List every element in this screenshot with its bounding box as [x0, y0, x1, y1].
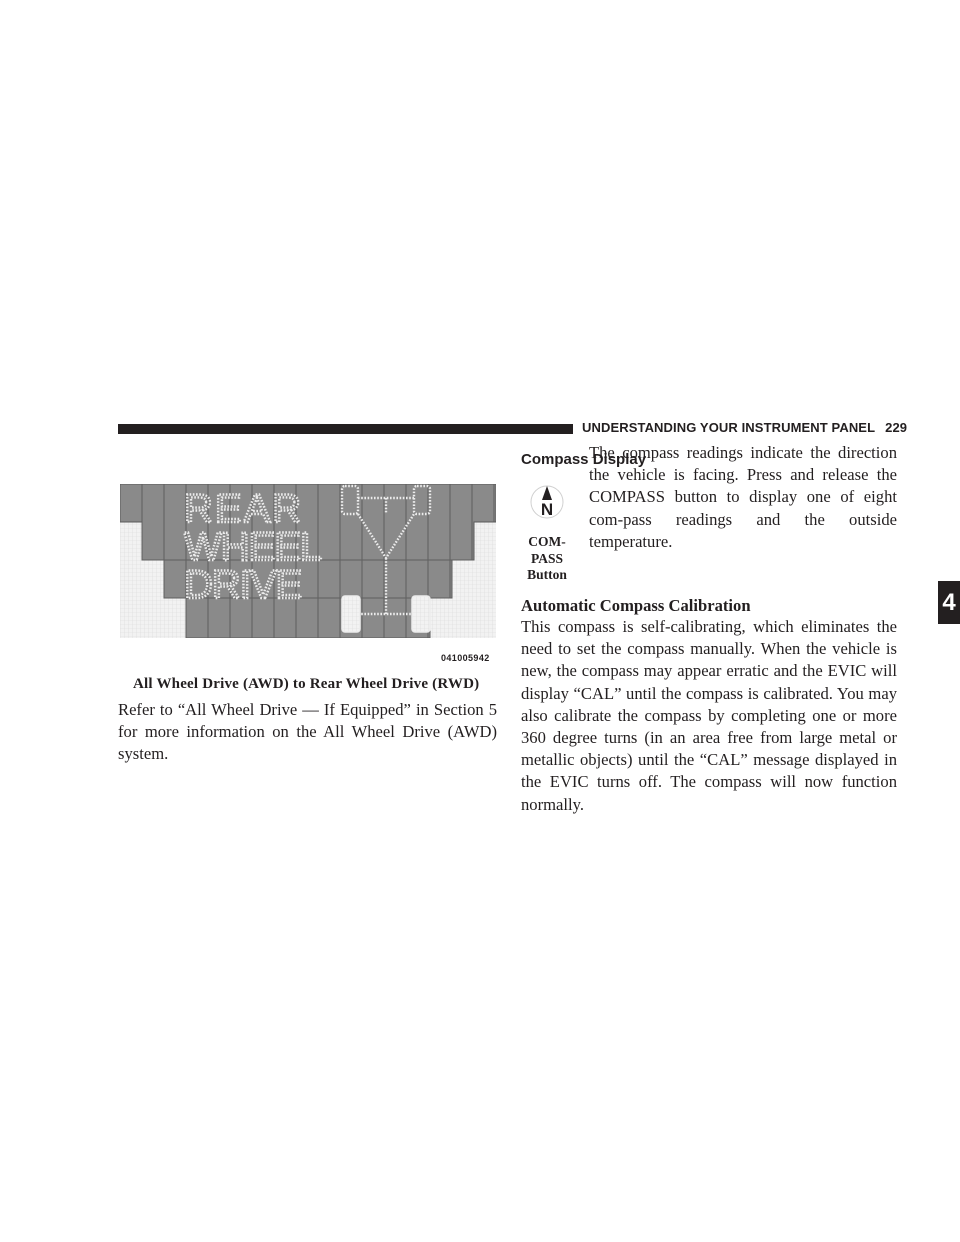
compass-letter: N [540, 500, 554, 519]
display-line-2: WHEEL [184, 525, 322, 569]
figure-code: 041005942 [441, 653, 490, 663]
header-rule [118, 424, 573, 434]
calibration-paragraph: This compass is self-calibrating, which eliminates the need to set the compass manually. When the vehicle is new, the compass may appear erratic and the EVIC will display “CAL” until the compass is calibrated. You may also calibrate the compass by completing one or more 360 degree turns (in an area free from large metal or metallic objects) until the “CAL” message displayed in the EVIC turns off. The compass will now function normally. [521, 617, 897, 814]
compass-button-label [517, 534, 577, 584]
display-line-3: DRIVE [184, 563, 302, 607]
calibration-heading: Automatic Compass Calibration [521, 596, 751, 615]
compass-label-line-2: PASS [530, 550, 563, 566]
compass-icon [530, 482, 564, 527]
compass-label-line-3: Button [527, 567, 567, 582]
running-header [582, 420, 907, 435]
compass-display-heading: Compass Display [521, 451, 647, 468]
page-number: 229 [885, 420, 908, 435]
figure-caption: All Wheel Drive (AWD) to Rear Wheel Drive (RWD) [133, 676, 480, 692]
compass-label-line-1: COM- [528, 534, 566, 549]
evic-display-figure [120, 484, 496, 638]
chapter-tab: 4 [938, 581, 960, 624]
header-title: UNDERSTANDING YOUR INSTRUMENT PANEL [582, 420, 876, 435]
compass-display-paragraph: The compass readings indicate the direction the vehicle is facing. Press and release the COMPASS button to display one of eight com-pass readings and the outside temperature. [589, 443, 897, 551]
display-line-1: REAR [184, 487, 304, 531]
evic-display-illustration [120, 484, 496, 638]
awd-reference-paragraph: Refer to “All Wheel Drive — If Equipped” in Section 5 for more information on the All Wheel Drive (AWD) system. [118, 700, 497, 764]
